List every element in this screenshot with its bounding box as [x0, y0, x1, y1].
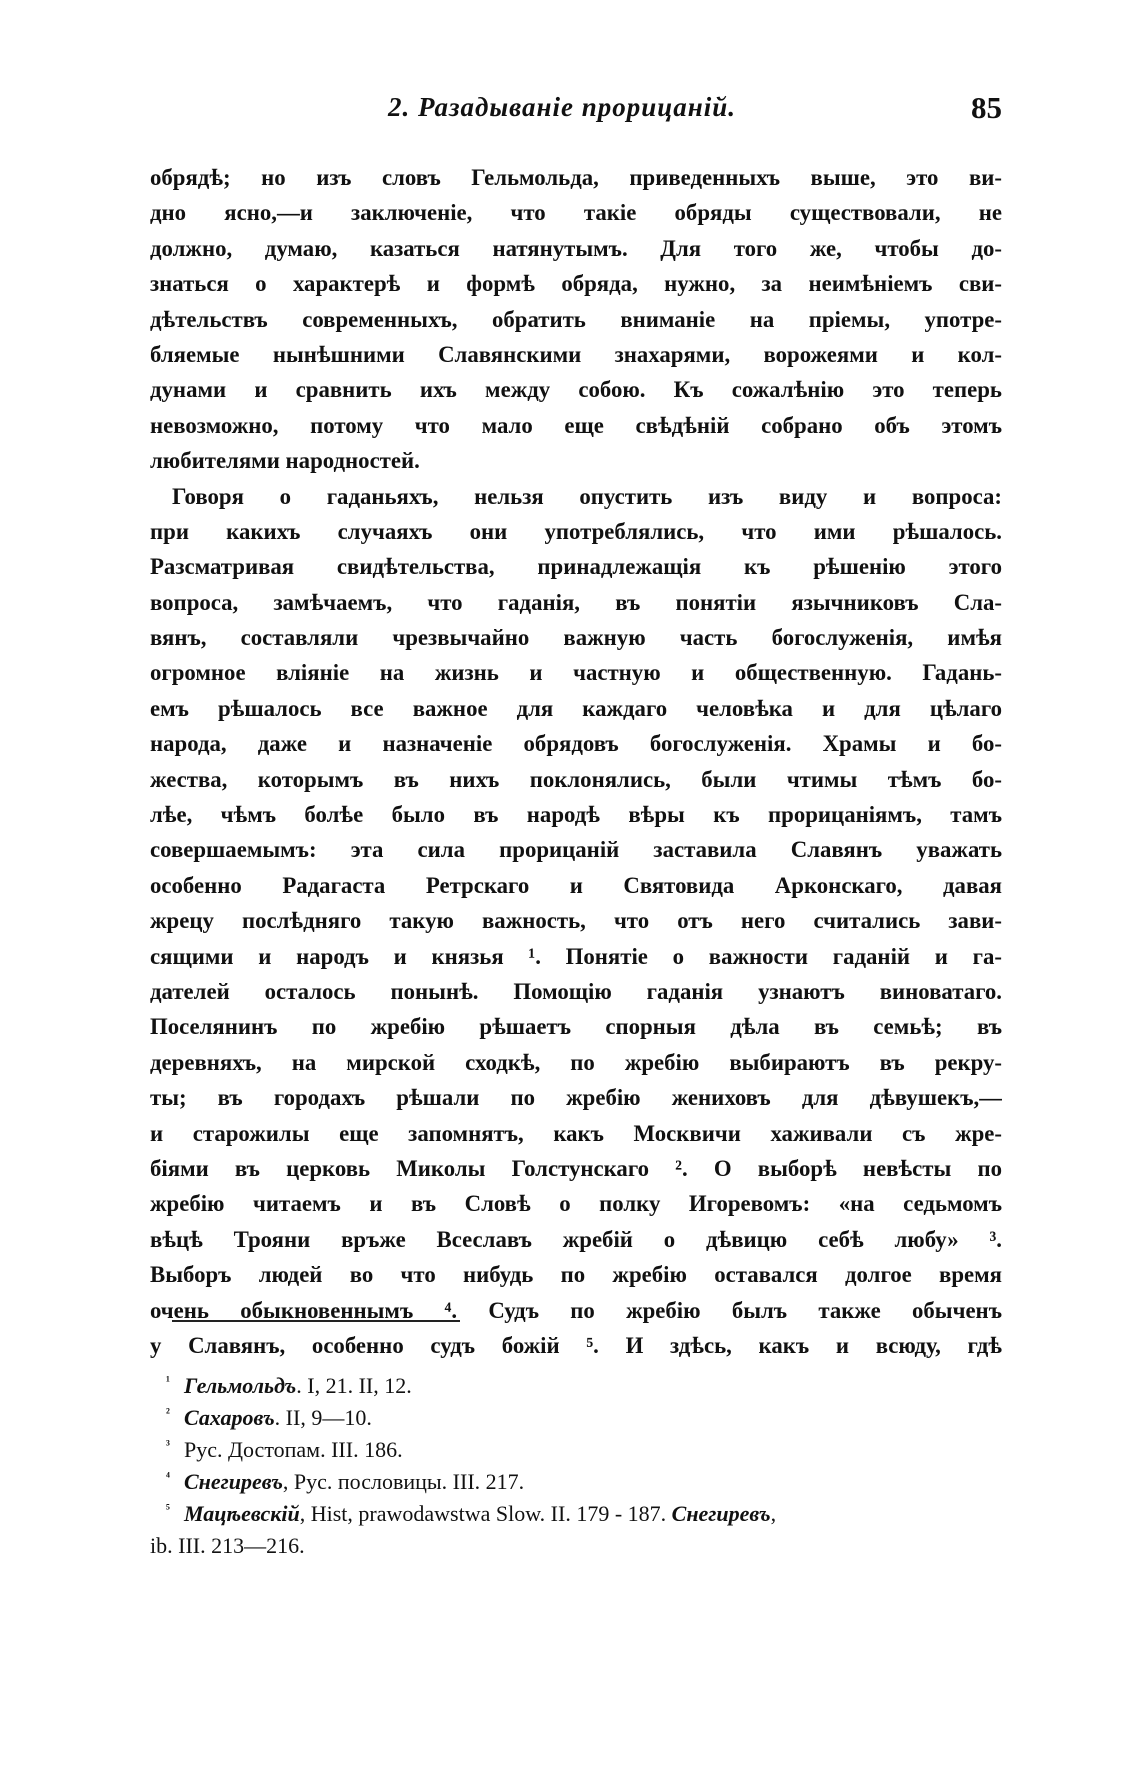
text-line: совершаемымъ: эта сила прорицаній заставила Славянъ уважать: [150, 837, 1002, 863]
footnote-marker: ⁵: [166, 1501, 170, 1516]
text-line: сящими и народъ и князья ¹. Понятіе о важности гаданій и га-: [150, 943, 1002, 969]
text-line: Разсматривая свидѣтельства, принадлежащія къ рѣшенію этого: [150, 554, 1002, 580]
text-line: дателей осталось понынѣ. Помощію гаданія узнаютъ виноватаго.: [150, 978, 1002, 1004]
footnote-text: , Рус. пословицы. III. 217.: [282, 1469, 525, 1494]
text-line: вопроса, замѣчаемъ, что гаданія, въ понятіи язычниковъ Сла-: [150, 589, 1002, 615]
text-line: бляемые нынѣшними Славянскими знахарями, ворожеями и кол-: [150, 341, 1002, 367]
footnote-author: Снегиревъ: [671, 1501, 771, 1526]
text-line: должно, думаю, казаться натянутымъ. Для того же, чтобы до-: [150, 235, 1002, 261]
text-line: Поселянинъ по жребію рѣшаетъ спорныя дѣла въ семьѣ; въ: [150, 1014, 1002, 1040]
text-line: деревняхъ, на мирской сходкѣ, по жребію выбираютъ въ рекру-: [150, 1049, 1002, 1075]
footnote-2: [150, 1402, 1002, 1434]
text-line: народа, даже и назначеніе обрядовъ богослуженія. Храмы и бо-: [150, 731, 1002, 757]
footnote-text: Рус. Достопам. III. 186.: [184, 1437, 403, 1462]
footnote-divider: [172, 1320, 460, 1322]
footnote-text: , Hist, prawodawstwa Slow. II. 179 - 187.: [299, 1501, 672, 1526]
footnote-marker: ¹: [166, 1373, 170, 1388]
text-line: дунами и сравнить ихъ между собою. Къ сожалѣнію это теперь: [150, 377, 1002, 403]
text-line: особенно Радагаста Ретрскаго и Святовида Арконскаго, давая: [150, 872, 1002, 898]
text-line: знаться о характерѣ и формѣ обряда, нужно, за неимѣніемъ сви-: [150, 271, 1002, 297]
footnote-marker: ³: [166, 1437, 170, 1452]
text-line: вянъ, составляли чрезвычайно важную часть богослуженія, имѣя: [150, 625, 1002, 651]
footnote-author: Гельмольдъ: [184, 1373, 297, 1398]
running-head: [150, 92, 1002, 132]
text-line: емъ рѣшалось все важное для каждаго человѣка и для цѣлаго: [150, 695, 1002, 721]
footnote-author: Снегиревъ: [184, 1469, 283, 1494]
text-line: Выборъ людей во что нибудь по жребію оставался долгое время: [150, 1262, 1002, 1288]
text-line: біями въ церковь Миколы Голстунскаго ². О выборѣ невѣсты по: [150, 1155, 1002, 1181]
running-title: 2. Разадываніе прорицаній.: [388, 92, 737, 122]
page-number: 85: [971, 90, 1002, 125]
footnote-5: [150, 1498, 1002, 1530]
text-line: лѣе, чѣмъ болѣе было въ народѣ вѣры къ прорицаніямъ, тамъ: [150, 802, 1002, 828]
text-line: жества, которымъ въ нихъ поклонялись, были чтимы тѣмъ бо-: [150, 766, 1002, 792]
footnote-4: [150, 1466, 1002, 1498]
footnote-5-continuation: [150, 1530, 1002, 1562]
text-line: невозможно, потому что мало еще свѣдѣній собрано объ этомъ: [150, 412, 1002, 438]
text-line: жрецу послѣдняго такую важность, что отъ него считались зави-: [150, 908, 1002, 934]
text-line: дѣтельствъ современныхъ, обратить вниманіе на пріемы, употре-: [150, 306, 1002, 332]
body-text: [150, 160, 1002, 1363]
footnote-marker: ⁴: [166, 1469, 170, 1484]
text-line: Говоря о гаданьяхъ, нельзя опустить изъ виду и вопроса:: [172, 483, 1002, 509]
text-line: огромное вліяніе на жизнь и частную и общественную. Гадань-: [150, 660, 1002, 686]
text-line: жребію читаемъ и въ Словѣ о полку Игоревомъ: «на седьмомъ: [150, 1191, 1002, 1217]
footnote-text: . II, 9—10.: [274, 1405, 372, 1430]
footnote-text: ib. III. 213—216.: [150, 1533, 305, 1558]
footnote-text: . I, 21. II, 12.: [296, 1373, 412, 1398]
text-line: ты; въ городахъ рѣшали по жребію жениховъ для дѣвушекъ,—: [150, 1085, 1002, 1111]
text-line: у Славянъ, особенно судъ божій ⁵. И здѣсь, какъ и всюду, гдѣ: [150, 1332, 1002, 1358]
text-line: любителями народностей.: [150, 448, 420, 474]
text-line: дно ясно,—и заключеніе, что такіе обряды существовали, не: [150, 200, 1002, 226]
footnote-author: Мацѣевскій: [184, 1501, 300, 1526]
text-line: очень обыкновеннымъ ⁴. Судъ по жребію былъ также обыченъ: [150, 1297, 1002, 1323]
text-line: вѣцѣ Трояни връже Всеславъ жребій о дѣвицю себѣ любу» ³.: [150, 1226, 1002, 1252]
text-line: при какихъ случаяхъ они употреблялись, что ими рѣшалось.: [150, 518, 1002, 544]
footnote-3: [150, 1434, 1002, 1466]
footnote-1: [150, 1370, 1002, 1402]
text-line: и старожилы еще запомнятъ, какъ Москвичи хаживали съ жре-: [150, 1120, 1002, 1146]
footnote-author: Сахаровъ: [184, 1405, 275, 1430]
footnote-text: ,: [770, 1501, 777, 1526]
footnote-marker: ²: [166, 1405, 170, 1420]
text-line: обрядѣ; но изъ словъ Гельмольда, приведенныхъ выше, это ви-: [150, 165, 1002, 190]
footnotes: [150, 1370, 1002, 1562]
